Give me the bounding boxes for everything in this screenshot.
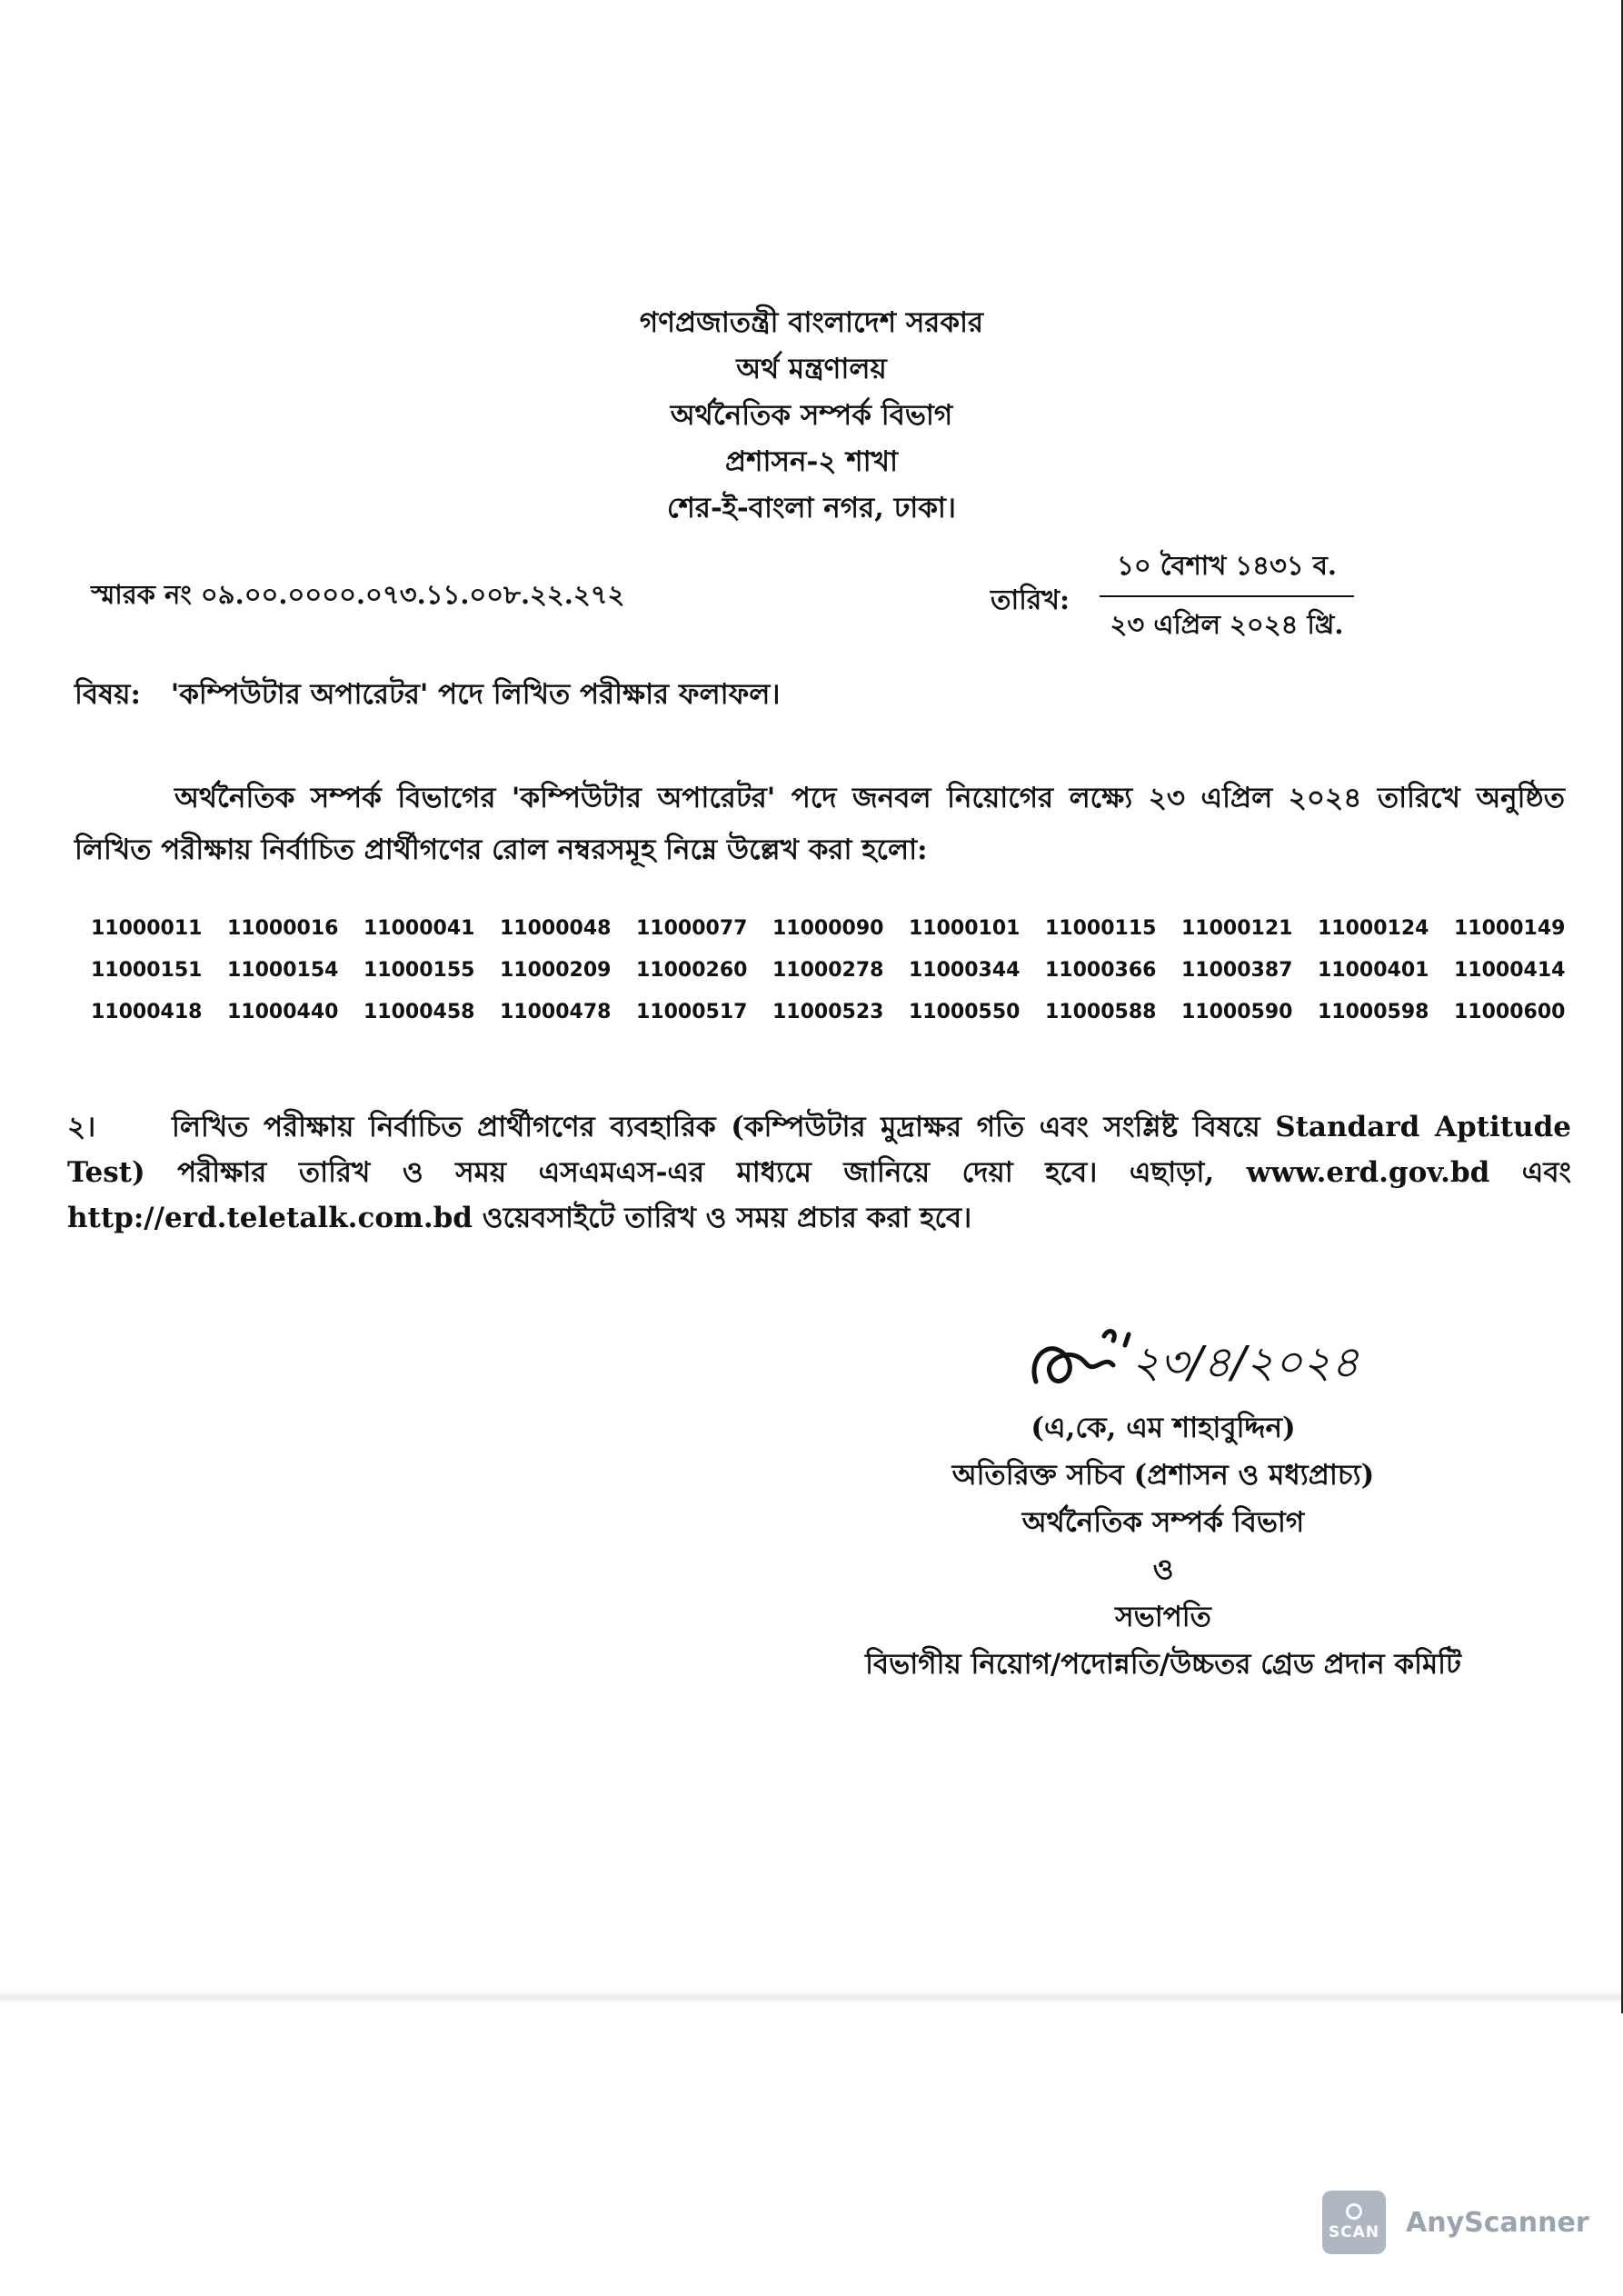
roll-number: 11000151 <box>91 958 203 982</box>
roll-number: 11000209 <box>500 958 612 982</box>
date-label: তারিখ: <box>991 584 1070 616</box>
roll-number: 11000414 <box>1454 958 1566 982</box>
roll-number: 11000387 <box>1181 958 1293 982</box>
roll-number: 11000115 <box>1045 916 1157 940</box>
signatory-block <box>709 1404 1618 1688</box>
date-gregorian: ২৩ এপ্রিল ২০২৪ খ্রি. <box>1110 609 1344 640</box>
date-block <box>1100 545 1354 649</box>
paragraph-1: অর্থনৈতিক সম্পর্ক বিভাগের 'কম্পিউটার অপারেটর' পদে জনবল নিয়োগের লক্ষ্যে ২৩ এপ্রিল ২০২৪ তারিখে অনুষ্ঠিত লিখিত পরীক্ষায় নির্বাচিত প্রার্থীগণের রোল নম্বরসমূহ নিম্নে উল্লেখ করা হলো: <box>75 782 1565 866</box>
header-line-ministry: অর্থ মন্ত্রণালয় <box>736 353 887 385</box>
roll-number: 11000590 <box>1181 1000 1293 1023</box>
scanner-app-name: AnyScanner <box>1406 2206 1589 2239</box>
roll-number: 11000011 <box>91 916 203 940</box>
roll-number: 11000090 <box>772 916 884 940</box>
roll-number: 11000600 <box>1454 1000 1566 1023</box>
paragraph-2-text: লিখিত পরীক্ষায় নির্বাচিত প্রার্থীগণের ব্যবহারিক (কম্পিউটার মুদ্রাক্ষর গতি এবং সংশ্লিষ্ট বিষয়ে Standard Aptitude Test) পরীক্ষার তারিখ ও সময় এসএমএস-এর মাধ্যমে জানিয়ে দেয়া হবে। এছাড়া, www.erd.gov.bd এবং http://erd.teletalk.com.bd ওয়েবসাইটে তারিখ ও সময় প্রচার করা হবে। <box>67 1111 1571 1234</box>
roll-number: 11000260 <box>636 958 748 982</box>
signatory-conjunction: ও <box>1152 1553 1174 1586</box>
subject-line <box>75 673 781 720</box>
roll-number: 11000101 <box>909 916 1021 940</box>
signatory-name: (এ,কে, এম শাহাবুদ্দিন) <box>1031 1412 1296 1444</box>
signatory-committee: বিভাগীয় নিয়োগ/পদোন্নতি/উচ্চতর গ্রেড প্রদান কমিটি <box>865 1648 1461 1681</box>
roll-number: 11000041 <box>363 916 475 940</box>
subject-label: বিষয়: <box>75 678 141 711</box>
roll-number: 11000048 <box>500 916 612 940</box>
roll-number: 11000588 <box>1045 1000 1157 1023</box>
scan-icon-text: SCAN <box>1328 2223 1380 2241</box>
header-line-branch: প্রশাসন-২ শাখা <box>725 445 898 478</box>
roll-number: 11000401 <box>1318 958 1429 982</box>
camera-lens-icon <box>1346 2203 1362 2220</box>
signature-date: ২৩/৪/২০২৪ <box>1131 1337 1359 1388</box>
paragraph-2 <box>67 1104 1571 1241</box>
roll-number: 11000154 <box>227 958 339 982</box>
signatory-designation: অতিরিক্ত সচিব (প্রশাসন ও মধ্যপ্রাচ্য) <box>951 1459 1375 1492</box>
signatory-division: অর্থনৈতিক সম্পর্ক বিভাগ <box>1021 1506 1305 1539</box>
roll-number: 11000523 <box>772 1000 884 1023</box>
roll-number: 11000344 <box>909 958 1021 982</box>
roll-number: 11000440 <box>227 1000 339 1023</box>
scan-artifact <box>0 1991 1623 2003</box>
roll-number: 11000149 <box>1454 916 1566 940</box>
roll-number: 11000155 <box>363 958 475 982</box>
header-line-address: শের-ই-বাংলা নগর, ঢাকা। <box>666 492 957 524</box>
letterhead <box>0 300 1623 532</box>
signature-scribble <box>1018 1309 1359 1409</box>
roll-number: 11000418 <box>91 1000 203 1023</box>
roll-number: 11000124 <box>1318 916 1429 940</box>
roll-number: 11000121 <box>1181 916 1293 940</box>
roll-number: 11000016 <box>227 916 339 940</box>
roll-row <box>91 991 1590 1033</box>
signatory-role: সভাপতি <box>1115 1601 1211 1633</box>
roll-number: 11000517 <box>636 1000 748 1023</box>
paragraph-2-number: ২। <box>67 1111 96 1143</box>
roll-number-table <box>91 907 1590 1033</box>
roll-number: 11000366 <box>1045 958 1157 982</box>
handwritten-signature <box>1018 1309 1359 1413</box>
roll-number: 11000550 <box>909 1000 1021 1023</box>
roll-number: 11000458 <box>363 1000 475 1023</box>
roll-number: 11000598 <box>1318 1000 1429 1023</box>
roll-number: 11000478 <box>500 1000 612 1023</box>
header-line-division: অর্থনৈতিক সম্পর্ক বিভাগ <box>670 399 953 432</box>
roll-row <box>91 907 1590 949</box>
subject-text: 'কম্পিউটার অপারেটর' পদে লিখিত পরীক্ষার ফলাফল। <box>170 678 781 711</box>
scanner-watermark <box>1322 2191 1589 2254</box>
date-bangla: ১০ বৈশাখ ১৪৩১ ব. <box>1100 545 1354 597</box>
memo-number: স্মারক নং ০৯.০০.০০০০.০৭৩.১১.০০৮.২২.২৭২ <box>91 579 625 610</box>
roll-number: 11000077 <box>636 916 748 940</box>
header-line-government: গণপ্রজাতন্ত্রী বাংলাদেশ সরকার <box>639 306 984 339</box>
roll-number: 11000278 <box>772 958 884 982</box>
scan-app-icon <box>1322 2191 1386 2254</box>
roll-row <box>91 949 1590 991</box>
